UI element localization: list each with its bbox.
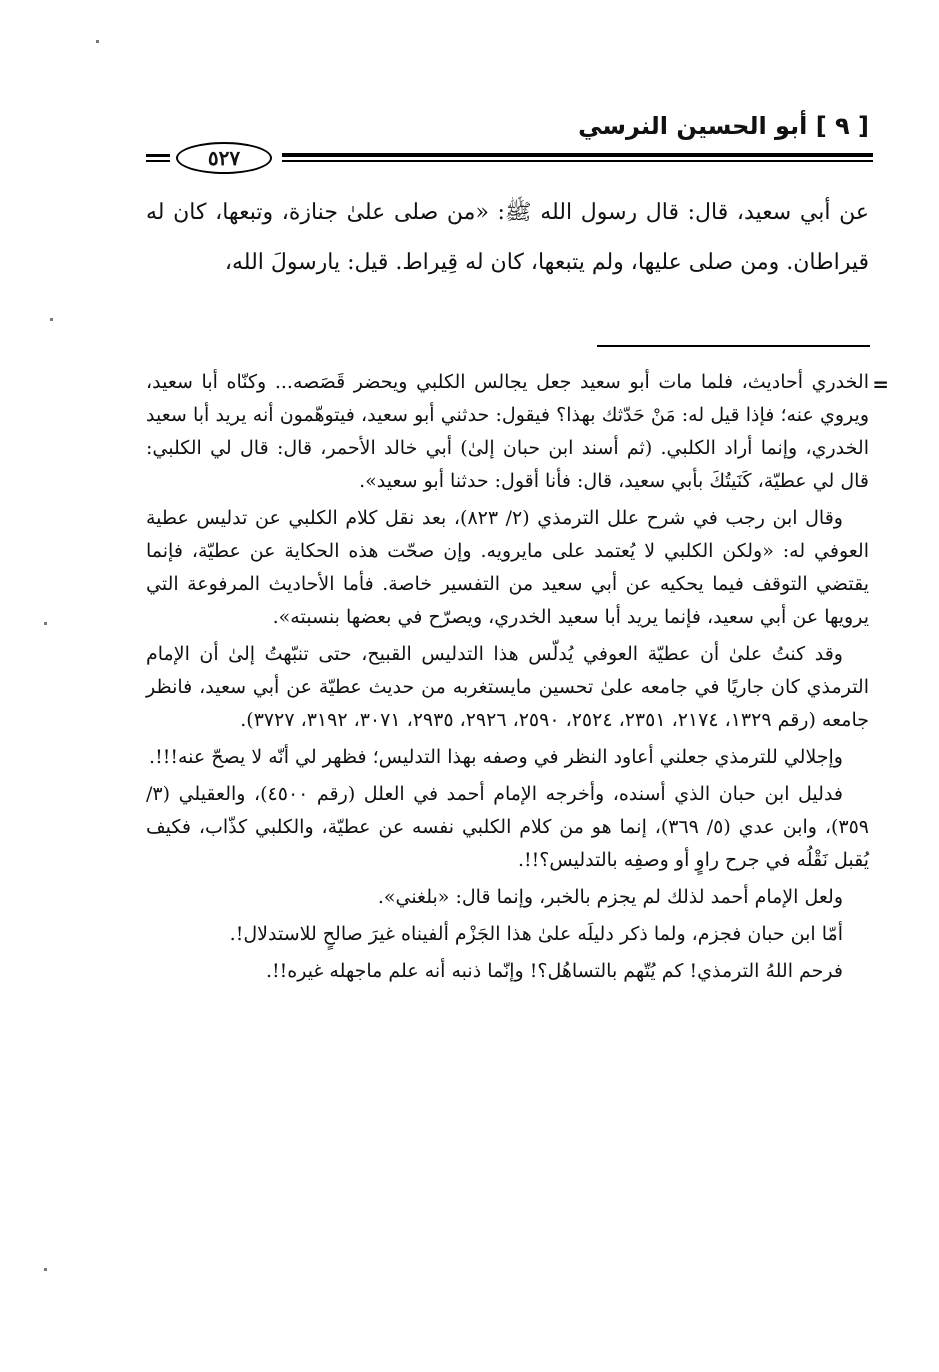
scan-speck [44,1268,47,1271]
main-paragraph: عن أبي سعيد، قال: قال رسول الله ﷺ: «من صلى علىٰ جنازة، وتبعها، كان له قيراطان. ومن صلى عليها، ولم يتبعها، كان له قِيراط. قيل: يارسولَ الله، [146,200,869,275]
footnote-paragraph: وقد كنتُ علىٰ أن عطيّة العوفي يُدلّس هذا التدليس القبيح، حتى تنبّهتُ إلىٰ أن الإمام الترمذي كان جاريًا في جامعه علىٰ تحسين مايستغربه من حديث عطيّة عن أبي سعيد، فانظر جامعه (رقم ١٣٢٩، ٢١٧٤، ٢٣٥١، ٢٥٢٤، ٢٥٩٠، ٢٩٢٦، ٢٩٣٥، ٣٠٧١، ٣١٩٢، ٣٧٢٧). [146,643,869,731]
page-number: ٥٢٧ [207,146,241,170]
page-number-oval [176,142,272,174]
scan-speck [96,40,99,43]
footnote-paragraph: فرحم اللهُ الترمذي! كم يُتّهم بالتساهُل؟! وإنّما ذنبه أنه علم ماجهله غيره!!. [265,960,843,982]
header-rule [282,153,873,157]
header-rule-thin [282,160,873,162]
footnote-paragraph: أمّا ابن حبان فجزم، ولما ذكر دليلَه علىٰ هذا الجَزْم ألفيناه غيرَ صالحٍ للاستدلال!. [229,923,843,945]
footnote [146,366,869,992]
footnote-paragraph: ولعل الإمام أحمد لذلك لم يجزم بالخبر، وإنما قال: «بلغني». [377,886,843,908]
scan-speck [50,318,53,321]
main-text [146,188,869,288]
scan-speck [44,622,47,625]
header-rule-left-thin [146,160,170,162]
running-header-title: [ ٩ ] أبو الحسين النرسي [578,112,869,140]
header-rule-left [146,154,170,157]
footnote-continuation-marker: = [872,372,889,396]
footnote-paragraph: وقال ابن رجب في شرح علل الترمذي (٢/ ٨٢٣)، بعد نقل كلام الكلبي عن تدليس عطية العوفي له: «ولكن الكلبي لا يُعتمد على مايرويه. وإن صحّت هذه الحكاية عن عطيّة، فإنما يقتضي التوقف فيما يحكيه عن أبي سعيد من التفسير خاصة. فأما الأحاديث المرفوعة التي يرويها عن أبي سعيد، فإنما يريد أبا سعيد الخدري، ويصرّح في بعضها بنسبته». [146,507,869,628]
footnote-separator [597,345,870,347]
footnote-paragraph: فدليل ابن حبان الذي أسنده، وأخرجه الإمام أحمد في العلل (رقم ٤٥٠٠)، والعقيلي (٣/ ٣٥٩)، وابن عدي (٥/ ٣٦٩)، إنما هو من كلام الكلبي نفسه عن عطيّة، والكلبي كذّاب، فكيف يُقبل نَقْلُه في جرح راوٍ أو وصفِه بالتدليس؟!!. [146,783,869,871]
footnote-paragraph: الخدري أحاديث، فلما مات أبو سعيد جعل يجالس الكلبي ويحضر قَصَصه... وكنّاه أبا سعيد، ويروي عنه؛ فإذا قيل له: مَنْ حَدّثك بهذا؟ فيقول: حدثني أبو سعيد، فيتوهّمون أنه يريد أبا سعيد الخدري، وإنما أراد الكلبي. (ثم أسند ابن حبان إلىٰ) أبي خالد الأحمر، قال: قال لي الكلبي: قال لي عطيّة، كَنَيتُكَ بأبي سعيد، قال: فأنا أقول: حدثنا أبو سعيد». [146,371,869,492]
footnote-paragraph: وإجلالي للترمذي جعلني أعاود النظر في وصفه بهذا التدليس؛ فظهر لي أنّه لا يصحّ عنه!!!. [149,746,843,768]
